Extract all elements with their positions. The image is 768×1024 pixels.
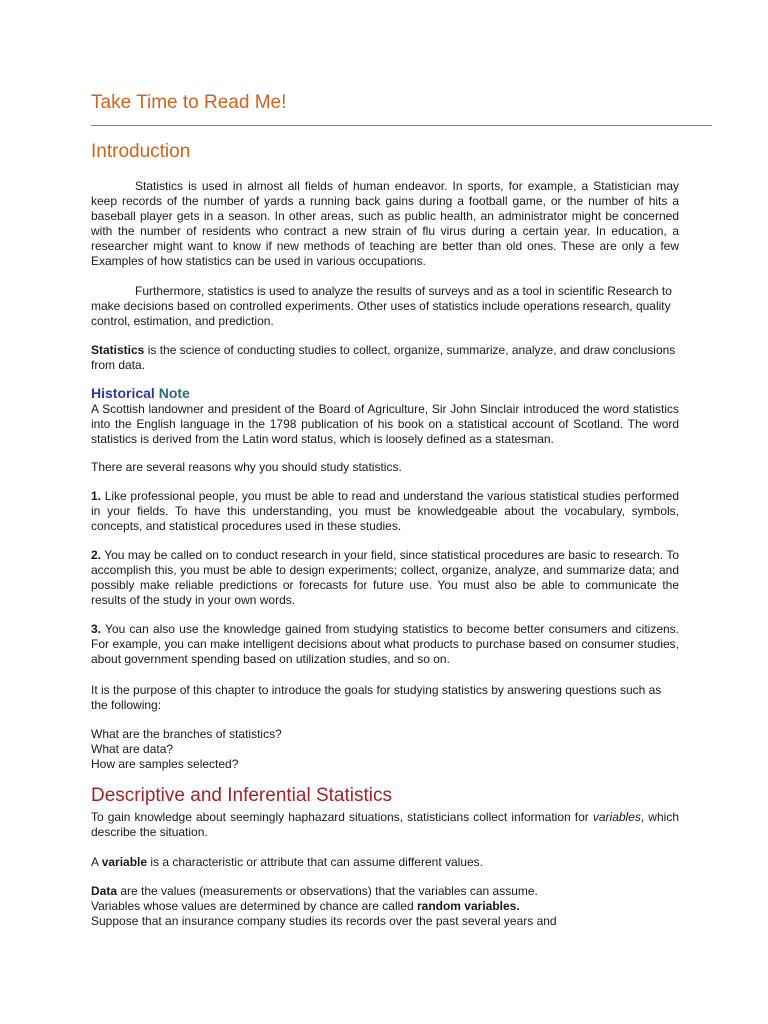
data-definition-block (91, 884, 679, 929)
reason-1 (91, 489, 679, 534)
variables-emphasis: variables (592, 810, 641, 824)
insurance-sentence: Suppose that an insurance company studies its records over the past several years and (91, 914, 557, 928)
introduction-heading: Introduction (91, 141, 191, 162)
reason-2-number: 2. (91, 548, 102, 562)
question-item: What are the branches of statistics? (91, 727, 282, 741)
reason-3 (91, 622, 679, 667)
statistics-definition-text: is the science of conducting studies to collect, organize, summarize, analyze, and draw conclusions from data. (91, 343, 676, 372)
statistics-term: Statistics (91, 343, 145, 357)
variable-prefix: A (91, 855, 102, 869)
variable-definition (91, 855, 679, 870)
page-title: Take Time to Read Me! (91, 92, 287, 113)
reasons-intro: There are several reasons why you should study statistics. (91, 460, 402, 474)
title-divider (91, 125, 712, 126)
note-word: Note (154, 385, 190, 401)
statistics-definition (91, 343, 679, 373)
descriptive-inferential-heading: Descriptive and Inferential Statistics (91, 785, 392, 806)
variable-definition-text: is a characteristic or attribute that can assume different values. (147, 855, 484, 869)
reason-2-text: You may be called on to conduct research in your field, since statistical procedures are basic to research. To accomplish this, you must be able to design experiments; collect, organize, analyze, and summarize data; and possibly make reliable predictions or forecasts for future use. You must also be able to communicate the results of the study in your own words. (91, 548, 679, 607)
random-variables-term: random variables. (416, 899, 520, 913)
reason-1-number: 1. (91, 489, 102, 503)
data-term: Data (91, 884, 118, 898)
data-definition-text: are the values (measurements or observations) that the variables can assume. (117, 884, 538, 898)
question-item: What are data? (91, 742, 174, 756)
random-variables-text: Variables whose values are determined by chance are called (91, 899, 417, 913)
variable-term: variable (101, 855, 148, 869)
questions-list (91, 727, 679, 772)
historical-note-text: A Scottish landowner and president of the Board of Agriculture, Sir John Sinclair introduced the word statistics into the English language in the 1798 publication of his book on a statistical account of Scotland. The word statistics is derived from the Latin word status, which is loosely defined as a statesman. (91, 402, 679, 446)
reason-3-text: You can also use the knowledge gained from studying statistics to become better consumers and citizens. For example, you can make intelligent decisions about what products to purchase based on consumer studies, about government spending based on utilization studies, and so on. (91, 622, 679, 666)
data-definition (91, 884, 679, 899)
question-item: How are samples selected? (91, 757, 239, 771)
historical-word: Historical (91, 385, 155, 401)
descriptive-text-b: , which describe the situation. (91, 810, 679, 839)
historical-note-heading (91, 385, 190, 401)
descriptive-paragraph (91, 810, 679, 840)
random-variables-definition (91, 899, 679, 914)
reason-1-text: Like professional people, you must be able to read and understand the various statistical studies performed in your fields. To have this understanding, you must be knowledgeable about the vocabulary, symbols, concepts, and statistical procedures used in these studies. (91, 489, 679, 533)
intro-paragraph-2: Furthermore, statistics is used to analyze the results of surveys and as a tool in scientific Research to make decisions based on controlled experiments. Other uses of statistics include operations research, quality control, estimation, and prediction. (91, 284, 672, 328)
intro-paragraph-1: Statistics is used in almost all fields of human endeavor. In sports, for example, a Statistician may keep records of the number of yards a running back gains during a football game, or the number of hits a baseball player gets in a season. In other areas, such as public health, an administrator might be concerned with the number of residents who contract a new strain of flu virus during a certain year. In education, a researcher might want to know if new methods of teaching are better than old ones. These are only a few Examples of how statistics can be used in various occupations. (91, 179, 679, 268)
purpose-paragraph: It is the purpose of this chapter to introduce the goals for studying statistics by answering questions such as the following: (91, 683, 662, 712)
reason-3-number: 3. (91, 622, 102, 636)
descriptive-text-a: To gain knowledge about seemingly haphazard situations, statisticians collect information for (91, 810, 593, 824)
reason-2 (91, 548, 679, 608)
